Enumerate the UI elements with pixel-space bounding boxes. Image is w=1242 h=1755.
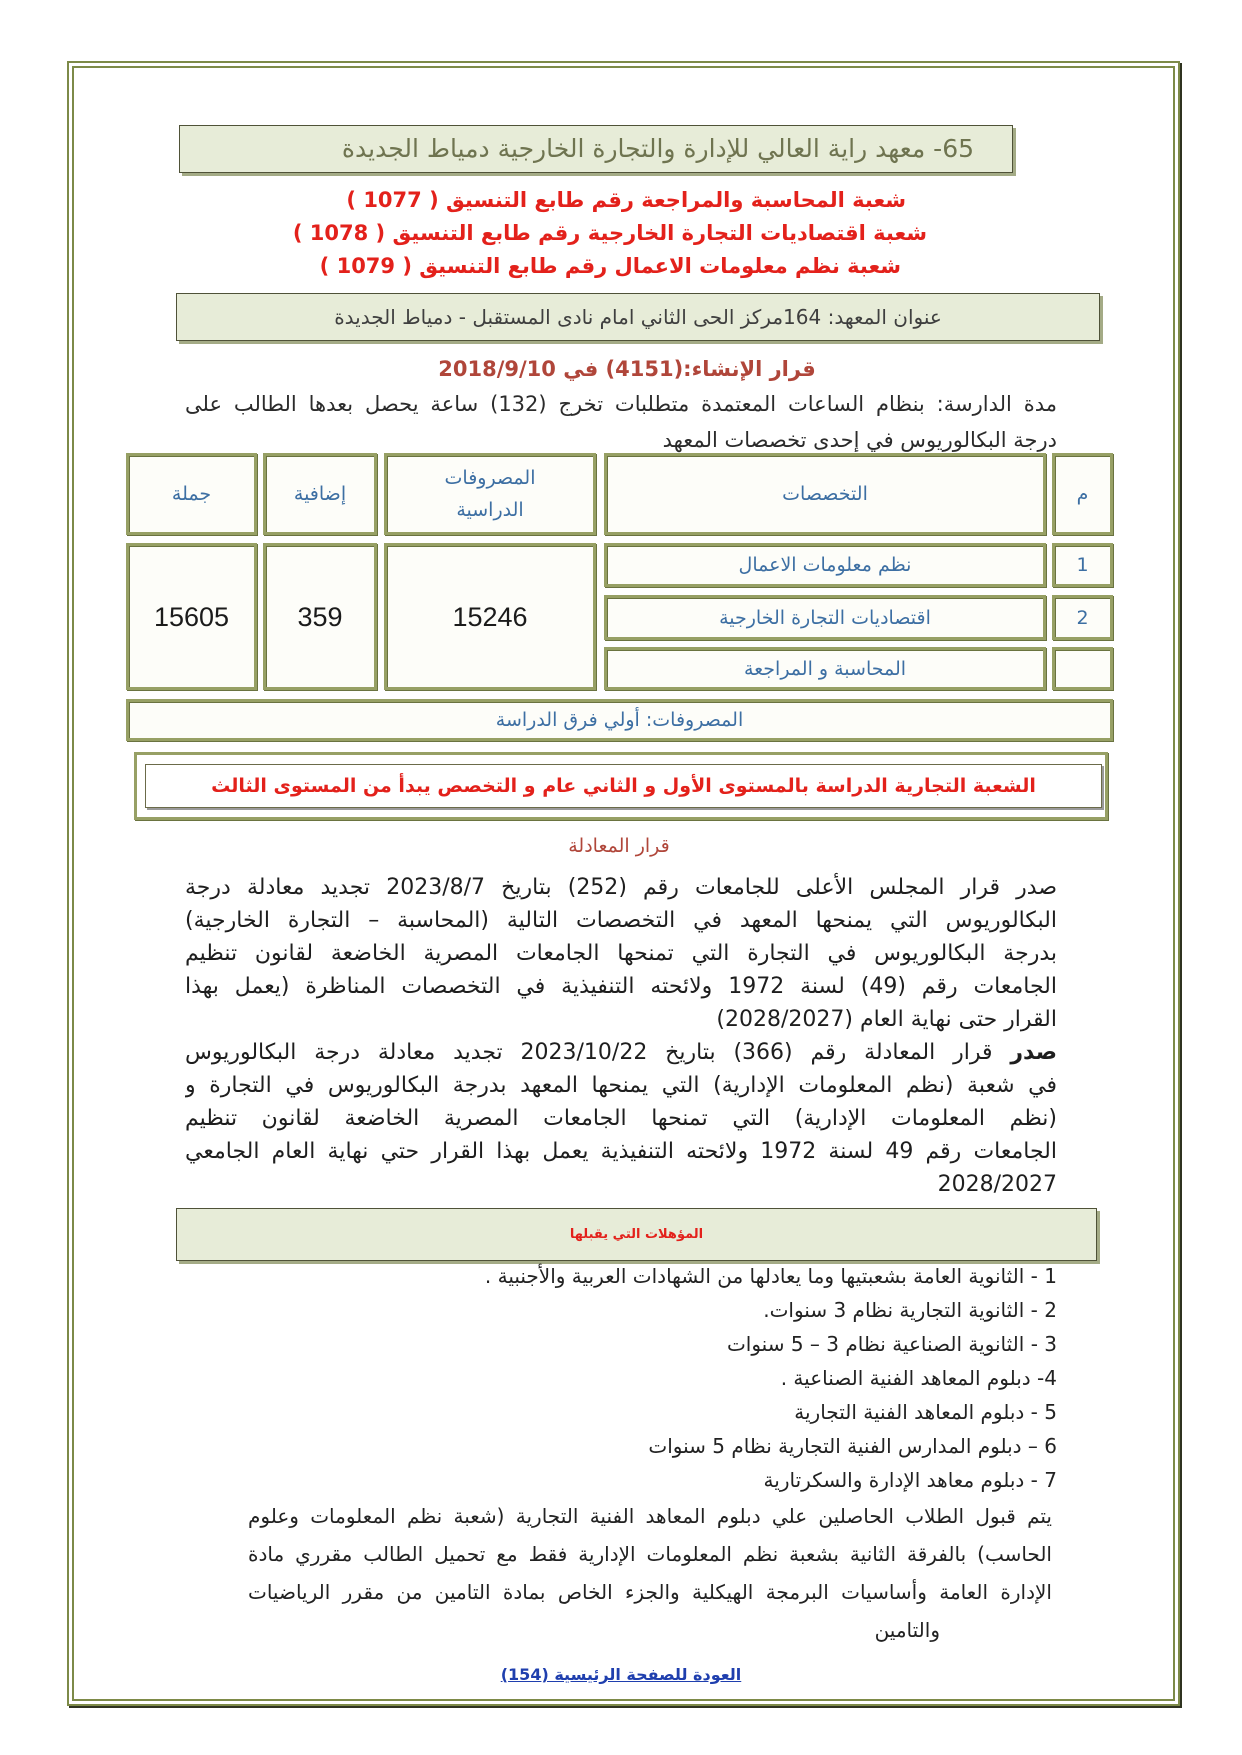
additional-value: 359 bbox=[297, 601, 343, 632]
row-index-cell bbox=[1052, 595, 1113, 640]
list-item: 1 - الثانوية العامة بشعبتيها وما يعادلها من الشهادات العربية والأجنبية . bbox=[484, 1264, 1057, 1288]
equivalency-line: البكالوريوس التي يمنحها المعهد في التخصصات التالية (المحاسبة – التجارة الخارجية) bbox=[185, 908, 1057, 933]
equivalency-line: 2028/2027 bbox=[937, 1172, 1057, 1197]
header-total-label: جملة bbox=[171, 483, 212, 505]
tuition-value: 15246 bbox=[452, 601, 528, 632]
row-specialization: المحاسبة و المراجعة bbox=[743, 657, 907, 680]
header-additional-label: إضافية bbox=[293, 483, 347, 505]
row-index: 1 bbox=[1076, 554, 1089, 576]
equivalency-line bbox=[185, 1036, 1057, 1069]
tuition-value-cell bbox=[384, 543, 596, 690]
equivalency-line: القرار حتى نهاية العام (2028/2027) bbox=[716, 1007, 1057, 1032]
admission-note-line: والتامين bbox=[874, 1618, 940, 1642]
header-tuition-cell bbox=[384, 453, 596, 535]
division-accounting-code: شعبة المحاسبة والمراجعة رقم طابع التنسيق ( 1077 ) bbox=[346, 188, 906, 212]
study-duration-paragraph bbox=[185, 386, 1057, 458]
row-specialization-cell bbox=[604, 647, 1046, 690]
division-foreign-trade-code: شعبة اقتصاديات التجارة الخارجية رقم طابع التنسيق ( 1078 ) bbox=[292, 221, 927, 245]
institute-address: عنوان المعهد: 164مركز الحى الثاني امام نادى المستقبل - دمياط الجديدة bbox=[334, 305, 942, 329]
header-index-cell bbox=[1052, 453, 1113, 535]
total-value-cell bbox=[126, 543, 257, 690]
fees-table-footer-cell bbox=[126, 699, 1113, 741]
header-index-label: م bbox=[1076, 483, 1089, 505]
study-duration-line: درجة البكالوريوس في إحدى تخصصات المعهد bbox=[662, 428, 1057, 452]
equivalency-line: الجامعات رقم (49) لسنة 1972 ولائحته التنفيذية في التخصصات المناظرة (يعمل بهذا bbox=[185, 974, 1057, 999]
list-item: 5 - دبلوم المعاهد الفنية التجارية bbox=[794, 1400, 1057, 1424]
admission-note-line: يتم قبول الطلاب الحاصلين علي دبلوم المعاهد الفنية التجارية (شعبة نظم المعلومات وعلوم bbox=[248, 1504, 1052, 1528]
study-duration-line: مدة الدارسة: بنظام الساعات المعتمدة متطلبات تخرج (132) ساعة يحصل بعدها الطالب على bbox=[185, 392, 1057, 416]
header-additional-cell bbox=[263, 453, 377, 535]
header-specialization-cell bbox=[604, 453, 1046, 535]
equivalency-paragraphs bbox=[185, 871, 1057, 1201]
header-specialization-label: التخصصات bbox=[782, 483, 868, 505]
list-item: 4- دبلوم المعاهد الفنية الصناعية . bbox=[780, 1366, 1057, 1390]
admission-note-line: الإدارة العامة وأساسيات البرمجة الهيكلية والجزء الخاص بمادة التامين من مقرر الرياضيات bbox=[248, 1580, 1052, 1604]
row-index-cell bbox=[1052, 543, 1113, 587]
row-index-cell bbox=[1052, 647, 1113, 690]
list-item: 7 - دبلوم معاهد الإدارة والسكرتارية bbox=[763, 1468, 1057, 1492]
footer bbox=[421, 1664, 821, 1686]
equivalency-line: في شعبة (نظم المعلومات الإدارية) التي يمنحها المعهد بدرجة البكالوريوس في التجارة و bbox=[185, 1073, 1057, 1098]
total-value: 15605 bbox=[153, 601, 230, 632]
equivalency-heading: قرار المعادلة bbox=[568, 835, 670, 857]
row-specialization-cell bbox=[604, 595, 1046, 640]
institute-title-banner bbox=[179, 125, 1013, 173]
division-business-info-systems-code: شعبة نظم معلومات الاعمال رقم طابع التنسيق ( 1079 ) bbox=[319, 254, 901, 278]
establishment-decree: قرار الإنشاء:(4151) في 2018/9/10 bbox=[438, 357, 816, 381]
institute-title: 65- معهد راية العالي للإدارة والتجارة الخارجية دمياط الجديدة bbox=[341, 134, 974, 163]
header-tuition-label-line-1: المصروفات bbox=[444, 467, 536, 489]
institute-address-banner bbox=[176, 293, 1100, 341]
header-total-cell bbox=[126, 453, 257, 535]
list-item: 2 - الثانوية التجارية نظام 3 سنوات. bbox=[763, 1298, 1057, 1322]
admission-note-line: الحاسب) بالفرقة الثانية بشعبة نظم المعلومات الإدارية فقط مع تحميل الطالب مقرري مادة bbox=[248, 1542, 1052, 1566]
row-specialization: اقتصاديات التجارة الخارجية bbox=[719, 606, 931, 629]
commerce-division-notice: الشعبة التجارية الدراسة بالمستوى الأول و الثاني عام و التخصص يبدأ من المستوى الثالث bbox=[211, 775, 1036, 797]
row-specialization: نظم معلومات الاعمال bbox=[738, 554, 912, 576]
qualifications-banner bbox=[176, 1208, 1097, 1261]
issued-keyword: صدر bbox=[1010, 1040, 1057, 1065]
equivalency-line: بدرجة البكالوريوس في التجارة التي تمنحها الجامعات المصرية الخاضعة لقانون تنظيم bbox=[185, 941, 1057, 966]
fees-table-footer-note: المصروفات: أولي فرق الدراسة bbox=[495, 709, 744, 731]
equivalency-line: (نظم المعلومات الإدارية) التي تمنحها الجامعات المصرية الخاضعة لقانون تنظيم bbox=[185, 1106, 1057, 1131]
notice-box bbox=[145, 764, 1102, 808]
equivalency-line: صدر قرار المجلس الأعلى للجامعات رقم (252) بتاريخ 2023/8/7 تجديد معادلة درجة bbox=[185, 875, 1057, 900]
list-item: 6 – دبلوم المدارس الفنية التجارية نظام 5 سنوات bbox=[648, 1434, 1057, 1458]
list-item: 3 - الثانوية الصناعية نظام 3 – 5 سنوات bbox=[726, 1332, 1057, 1356]
row-index: 2 bbox=[1076, 606, 1089, 629]
admission-note bbox=[248, 1497, 1052, 1649]
qualifications-list bbox=[185, 1259, 1057, 1497]
row-specialization-cell bbox=[604, 543, 1046, 587]
back-to-home-link[interactable]: العودة للصفحة الرئيسية (154) bbox=[500, 1665, 742, 1684]
header-tuition-label-line-2: الدراسية bbox=[456, 499, 524, 521]
equivalency-line-text: قرار المعادلة رقم (366) بتاريخ 2023/10/22 تجديد معادلة درجة البكالوريوس bbox=[185, 1040, 993, 1065]
additional-value-cell bbox=[263, 543, 377, 690]
equivalency-line: الجامعات رقم 49 لسنة 1972 ولائحته التنفيذية يعمل بهذا القرار حتي نهاية العام الجامعي bbox=[185, 1139, 1057, 1164]
qualifications-heading: المؤهلات التي يقبلها bbox=[569, 1227, 704, 1242]
